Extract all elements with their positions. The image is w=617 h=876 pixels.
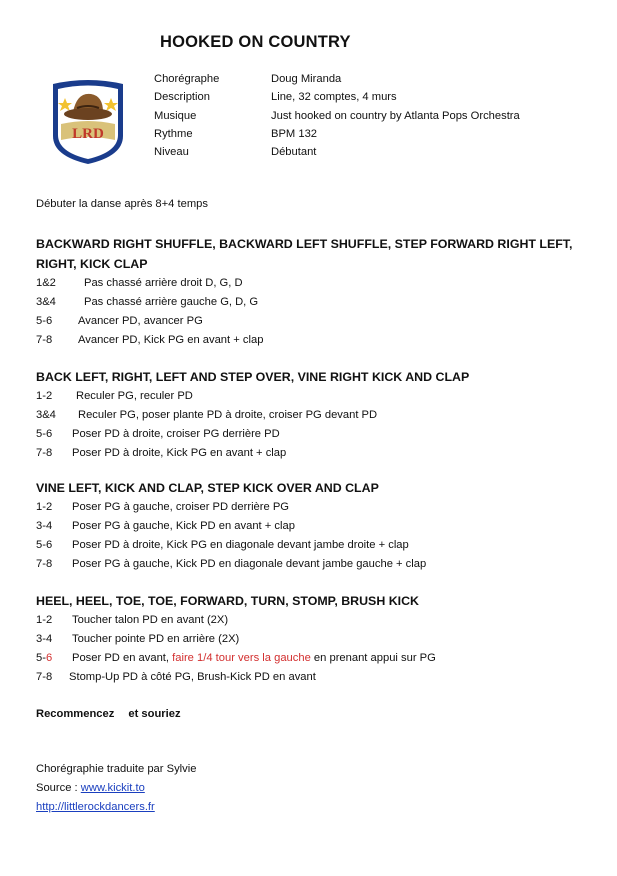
page-title: HOOKED ON COUNTRY <box>160 33 351 51</box>
section-3 <box>36 478 596 574</box>
step-text: Pas chassé arrière gauche G, D, G <box>84 296 259 308</box>
step-row <box>36 555 596 574</box>
step-count: 3&4 <box>36 296 56 308</box>
step-row <box>36 406 596 425</box>
step-text <box>72 649 436 668</box>
step-row <box>36 611 596 630</box>
meta-label: Rythme <box>154 127 193 140</box>
step-row <box>36 444 596 463</box>
step-text: Poser PG à gauche, Kick PD en avant + clap <box>72 520 295 532</box>
step-count: 3-4 <box>36 633 53 645</box>
intro-text: Débuter la danse après 8+4 temps <box>36 198 208 210</box>
step-row <box>36 536 596 555</box>
step-text: Toucher talon PD en avant (2X) <box>72 614 229 626</box>
step-count <box>36 649 52 668</box>
step-text: Reculer PG, poser plante PD à droite, croiser PG devant PD <box>78 409 378 421</box>
step-count: 3&4 <box>36 409 56 421</box>
step-row <box>36 331 596 350</box>
step-row <box>36 649 596 668</box>
step-text: Poser PG à gauche, Kick PD en diagonale devant jambe gauche + clap <box>72 558 427 570</box>
meta-label: Musique <box>154 109 197 122</box>
step-count: 7-8 <box>36 334 53 346</box>
step-text: Reculer PG, reculer PD <box>76 390 193 402</box>
step-text: Stomp-Up PD à côté PG, Brush-Kick PD en avant <box>69 671 316 683</box>
step-text-start: Poser PD en avant, <box>72 652 170 664</box>
source-link[interactable]: www.kickit.to <box>80 782 145 794</box>
step-text: Avancer PD, avancer PG <box>78 315 203 327</box>
step-row <box>36 293 596 312</box>
section-heading: HEEL, HEEL, TOE, TOE, FORWARD, TURN, STOMP, BRUSH KICK <box>36 594 420 608</box>
step-row <box>36 630 596 649</box>
site-line <box>36 798 196 817</box>
step-count: 1&2 <box>36 277 56 289</box>
step-count-red: 6 <box>45 652 53 664</box>
step-text: Poser PD à droite, croiser PG derrière PD <box>72 428 280 440</box>
step-text: Pas chassé arrière droit D, G, D <box>84 277 243 289</box>
section-heading: VINE LEFT, KICK AND CLAP, STEP KICK OVER AND CLAP <box>36 481 379 495</box>
step-count: 7-8 <box>36 558 53 570</box>
step-count: 5-6 <box>36 428 53 440</box>
meta-label: Niveau <box>154 146 189 159</box>
meta-label: Description <box>154 91 210 104</box>
section-1 <box>36 234 596 350</box>
step-text: Poser PD à droite, Kick PG en diagonale devant jambe droite + clap <box>72 539 409 551</box>
step-count: 7-8 <box>36 447 53 459</box>
step-text: Toucher pointe PD en arrière (2X) <box>72 633 240 645</box>
closing-restart: Recommencez <box>36 708 115 720</box>
lrd-logo <box>47 78 129 166</box>
step-count: 7-8 <box>36 671 53 683</box>
step-row <box>36 274 596 293</box>
closing-line <box>36 708 181 720</box>
step-row <box>36 668 596 687</box>
step-row <box>36 517 596 536</box>
section-2 <box>36 367 596 463</box>
section-4 <box>36 591 596 687</box>
footer <box>36 760 196 817</box>
meta-value: Line, 32 comptes, 4 murs <box>271 91 397 104</box>
site-link[interactable]: http://littlerockdancers.fr <box>36 801 155 813</box>
section-heading: BACKWARD RIGHT SHUFFLE, BACKWARD LEFT SHUFFLE, STEP FORWARD RIGHT LEFT, <box>36 237 573 251</box>
closing-smile: et souriez <box>128 708 181 720</box>
meta-value: Just hooked on country by Atlanta Pops Orchestra <box>271 109 520 122</box>
meta-label: Chorégraphe <box>154 73 220 85</box>
meta-value: Doug Miranda <box>271 73 342 85</box>
step-text: Poser PD à droite, Kick PG en avant + clap <box>72 447 287 459</box>
step-row <box>36 312 596 331</box>
step-count: 5-6 <box>36 315 53 327</box>
step-count: 5-6 <box>36 539 53 551</box>
step-text-highlight: faire 1/4 tour vers la gauche <box>172 652 311 664</box>
step-count: 3-4 <box>36 520 53 532</box>
meta-value: BPM 132 <box>271 127 318 140</box>
step-text-end: en prenant appui sur PG <box>313 652 436 664</box>
translator-credit: Chorégraphie traduite par Sylvie <box>36 763 197 775</box>
step-row <box>36 425 596 444</box>
step-text: Avancer PD, Kick PG en avant + clap <box>78 334 264 346</box>
step-row <box>36 387 596 406</box>
step-count: 1-2 <box>36 614 53 626</box>
section-heading: BACK LEFT, RIGHT, LEFT AND STEP OVER, VINE RIGHT KICK AND CLAP <box>36 370 470 384</box>
sheriff-badge-icon <box>47 78 129 166</box>
source-label: Source : <box>36 782 78 794</box>
step-count: 1-2 <box>36 501 53 513</box>
step-count-prefix: 5- <box>36 652 46 664</box>
step-count: 1-2 <box>36 390 53 402</box>
step-row <box>36 498 596 517</box>
step-text: Poser PG à gauche, croiser PD derrière PG <box>72 501 290 513</box>
logo-text: LRD <box>72 126 104 142</box>
source-line <box>36 779 196 798</box>
meta-value: Débutant <box>271 146 317 159</box>
section-heading-cont: RIGHT, KICK CLAP <box>36 257 148 271</box>
